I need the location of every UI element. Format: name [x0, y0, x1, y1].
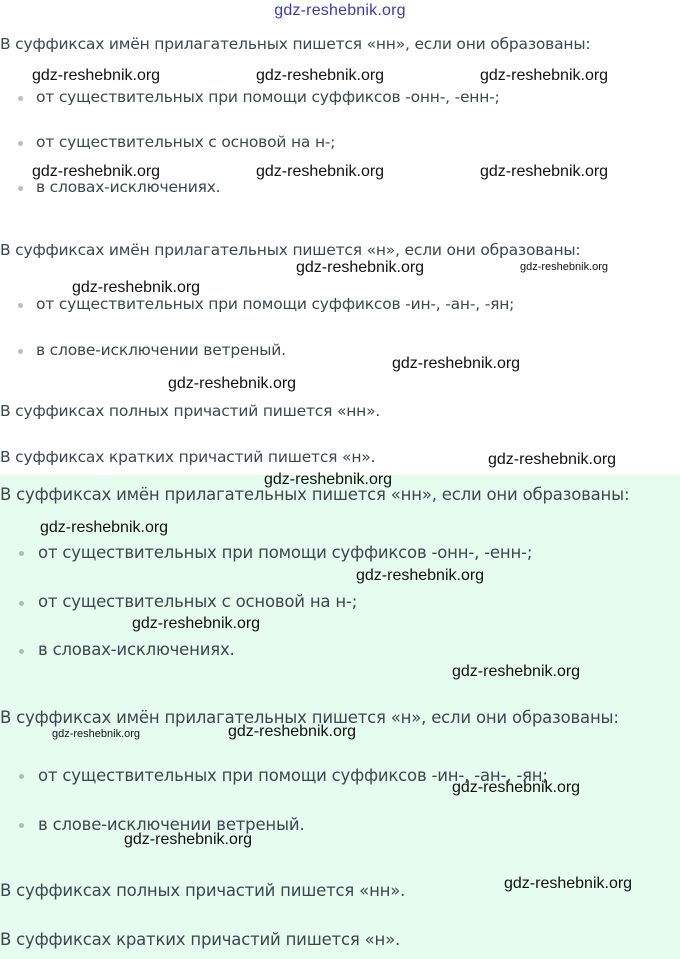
- list-item: от существительных с основой на н-;: [38, 592, 358, 611]
- bullet: [18, 349, 23, 354]
- watermark: gdz-reshebnik.org: [488, 451, 617, 468]
- bullet: [18, 141, 23, 146]
- rule-full-participles: В суффиксах полных причастий пишется «нн».: [0, 402, 381, 420]
- watermark: gdz-reshebnik.org: [168, 375, 297, 392]
- bullet: [18, 186, 23, 191]
- watermark: gdz-reshebnik.org: [124, 831, 253, 848]
- watermark: gdz-reshebnik.org: [32, 67, 161, 84]
- watermark: gdz-reshebnik.org: [452, 663, 581, 680]
- rule-short-participles: В суффиксах кратких причастий пишется «н».: [0, 930, 401, 949]
- rule-nn-adjectives: В суффиксах имён прилагательных пишется «нн», если они образованы:: [0, 485, 630, 504]
- bullet: [19, 649, 24, 654]
- rule-nn-adjectives: В суффиксах имён прилагательных пишется «нн», если они образованы:: [0, 35, 591, 53]
- rule-n-adjectives: В суффиксах имён прилагательных пишется «н», если они образованы:: [0, 241, 581, 259]
- watermark: gdz-reshebnik.org: [52, 728, 141, 740]
- watermark: gdz-reshebnik.org: [452, 779, 581, 796]
- watermark: gdz-reshebnik.org: [256, 67, 385, 84]
- watermark: gdz-reshebnik.org: [520, 261, 609, 273]
- bullet: [18, 96, 23, 101]
- bullet: [19, 823, 24, 828]
- watermark: gdz-reshebnik.org: [480, 67, 609, 84]
- watermark: gdz-reshebnik.org: [480, 163, 609, 180]
- watermark: gdz-reshebnik.org: [72, 279, 201, 296]
- rule-n-adjectives: В суффиксах имён прилагательных пишется «н», если они образованы:: [0, 708, 619, 727]
- list-item: от существительных с основой на н-;: [36, 133, 336, 151]
- watermark: gdz-reshebnik.org: [256, 163, 385, 180]
- header-watermark: gdz-reshebnik.org: [274, 2, 406, 19]
- watermark: gdz-reshebnik.org: [392, 355, 521, 372]
- watermark: gdz-reshebnik.org: [504, 875, 633, 892]
- list-item: в словах-исключениях.: [36, 178, 221, 196]
- bullet: [19, 601, 24, 606]
- watermark: gdz-reshebnik.org: [264, 471, 393, 488]
- bullet: [19, 551, 24, 556]
- watermark: gdz-reshebnik.org: [296, 259, 425, 276]
- bullet: [18, 303, 23, 308]
- rule-full-participles: В суффиксах полных причастий пишется «нн».: [0, 881, 406, 900]
- list-item: от существительных при помощи суффиксов -онн-, -енн-;: [36, 88, 500, 106]
- rule-short-participles: В суффиксах кратких причастий пишется «н».: [0, 448, 376, 466]
- watermark: gdz-reshebnik.org: [356, 567, 485, 584]
- list-item: от существительных при помощи суффиксов -онн-, -енн-;: [38, 543, 533, 562]
- list-item: от существительных при помощи суффиксов -ин-, -ан-, -ян;: [36, 295, 515, 313]
- list-item: в слове-исключении ветреный.: [38, 815, 305, 834]
- list-item: от существительных при помощи суффиксов -ин-, -ан-, -ян;: [38, 766, 548, 785]
- bullet: [19, 774, 24, 779]
- list-item: в слове-исключении ветреный.: [36, 341, 286, 359]
- list-item: в словах-исключениях.: [38, 640, 235, 659]
- watermark: gdz-reshebnik.org: [40, 519, 169, 536]
- watermark: gdz-reshebnik.org: [132, 615, 261, 632]
- watermark: gdz-reshebnik.org: [228, 723, 357, 740]
- watermark: gdz-reshebnik.org: [32, 163, 161, 180]
